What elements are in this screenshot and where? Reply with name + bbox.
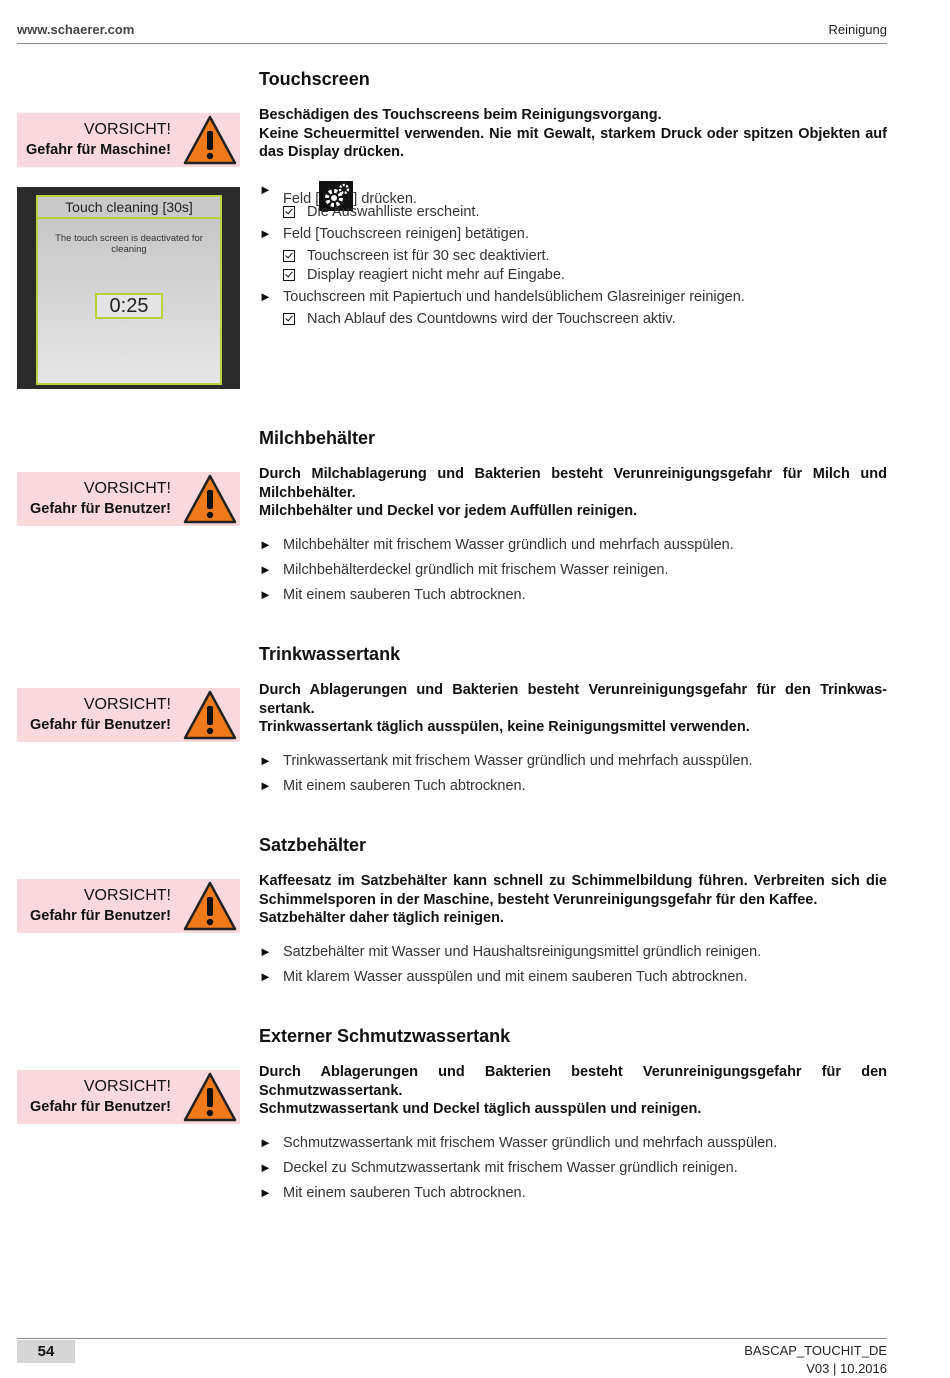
- warning-subtitle: Gefahr für Maschine!: [25, 142, 171, 158]
- warning-triangle-icon: [183, 114, 237, 166]
- checkbox-checked-icon: [283, 206, 295, 218]
- schmutz-steps: [259, 1134, 887, 1209]
- step-text: Satzbehälter mit Wasser und Haushaltsreinigungsmittel gründlich reinigen.: [283, 944, 762, 960]
- step-item: [259, 1184, 887, 1209]
- screen-title: Touch cleaning [30s]: [38, 197, 220, 219]
- warning-subtitle: Gefahr für Benutzer!: [30, 501, 171, 517]
- trink-intro: [259, 681, 887, 737]
- website-url: www.schaerer.com: [17, 22, 135, 37]
- header-divider: [17, 43, 887, 44]
- touch-cleaning-screenshot: [17, 187, 240, 389]
- warning-title: VORSICHT!: [83, 480, 171, 497]
- touchscreen-heading: Touchscreen: [259, 69, 370, 89]
- step-text: Deckel zu Schmutzwassertank mit frischem Wasser gründlich reinigen.: [283, 1160, 738, 1176]
- touchscreen-steps: [259, 181, 887, 332]
- warning-triangle-icon: [183, 1071, 237, 1123]
- step-item: [259, 586, 887, 611]
- warning-title: VORSICHT!: [83, 121, 171, 138]
- warning-subtitle: Gefahr für Benutzer!: [30, 717, 171, 733]
- step-text-suffix: ] drücken.: [353, 191, 417, 207]
- schmutz-heading: Externer Schmutzwassertank: [259, 1026, 511, 1046]
- page-number: 54: [17, 1340, 75, 1363]
- intro-line: Beschädigen des Touchscreens beim Reinigungsvorgang.: [259, 107, 662, 123]
- step-item: [259, 1134, 887, 1159]
- step-text: Mit klarem Wasser ausspülen und mit einem sauberen Tuch abtrocknen.: [283, 969, 748, 985]
- step-text: Milchbehälterdeckel gründlich mit frischem Wasser reinigen.: [283, 562, 669, 578]
- warning-triangle-icon: [183, 880, 237, 932]
- warning-triangle-icon: [183, 473, 237, 525]
- arrow-right-icon: ►: [259, 1135, 272, 1150]
- checkbox-checked-icon: [283, 313, 295, 325]
- step-item: [259, 777, 887, 802]
- intro-line: Kaffeesatz im Satzbehälter kann schnell zu Schimmelbildung führen. Verbreiten sich die Schimmelsporen in der Maschine, besteht Verunreinigungsgefahr für den Kaffee.: [259, 873, 887, 908]
- milch-heading: Milchbehälter: [259, 428, 376, 448]
- step-text: Mit einem sauberen Tuch abtrocknen.: [283, 1185, 526, 1201]
- satz-heading: Satzbehälter: [259, 835, 367, 855]
- touch-cleaning-panel: [36, 195, 222, 385]
- step-item: [259, 536, 887, 561]
- countdown-timer: 0:25: [95, 293, 163, 319]
- intro-line: Keine Scheuermittel verwenden. Nie mit Gewalt, starkem Druck oder spitzen Objekten auf das Display drücken.: [259, 125, 887, 160]
- arrow-right-icon: ►: [259, 1160, 272, 1175]
- step-text: Milchbehälter mit frischem Wasser gründlich und mehrfach ausspülen.: [283, 537, 734, 553]
- arrow-right-icon: ►: [259, 562, 272, 577]
- satz-intro: [259, 872, 887, 928]
- intro-line: Satzbehälter daher täglich reinigen.: [259, 910, 504, 926]
- chapter-title: Reinigung: [828, 22, 887, 37]
- trink-heading: Trinkwassertank: [259, 644, 401, 664]
- arrow-right-icon: ►: [259, 537, 272, 552]
- arrow-right-icon: ►: [259, 778, 272, 793]
- step-text: Mit einem sauberen Tuch abtrocknen.: [283, 778, 526, 794]
- step-item: [259, 968, 887, 993]
- checkbox-checked-icon: [283, 250, 295, 262]
- intro-line: Milchbehälter und Deckel vor jedem Auffüllen reinigen.: [259, 503, 638, 519]
- warning-subtitle: Gefahr für Benutzer!: [30, 908, 171, 924]
- document-version: V03 | 10.2016: [806, 1361, 887, 1376]
- milch-steps: [259, 536, 887, 611]
- arrow-right-icon: ►: [259, 753, 272, 768]
- warning-title: VORSICHT!: [83, 887, 171, 904]
- warning-title: VORSICHT!: [83, 1078, 171, 1095]
- result-item: [259, 310, 887, 332]
- document-code: BASCAP_TOUCHIT_DE: [744, 1343, 887, 1358]
- satz-warning: [17, 879, 240, 933]
- warning-triangle-icon: [183, 689, 237, 741]
- arrow-right-icon: ►: [259, 182, 272, 197]
- trink-warning: [17, 688, 240, 742]
- warning-subtitle: Gefahr für Benutzer!: [30, 1099, 171, 1115]
- result-text: Nach Ablauf des Countdowns wird der Touchscreen aktiv.: [307, 311, 676, 327]
- schmutz-intro: [259, 1063, 887, 1119]
- document-id: [744, 1342, 887, 1378]
- arrow-right-icon: ►: [259, 969, 272, 984]
- intro-line: Durch Ablagerungen und Bakterien besteht Verunreinigungsgefahr für den Trinkwas-sertank.: [259, 682, 887, 717]
- step-text: Schmutzwassertank mit frischem Wasser gründlich und mehrfach ausspülen.: [283, 1135, 778, 1151]
- step-item: [259, 1159, 887, 1184]
- arrow-right-icon: ►: [259, 289, 272, 304]
- milch-intro: [259, 465, 887, 521]
- screen-message: The touch screen is deactivated for cleaning: [55, 233, 203, 255]
- step-item: [259, 561, 887, 586]
- intro-line: Durch Milchablagerung und Bakterien besteht Verunreinigungsgefahr für Milch und Milchbehälter.: [259, 466, 887, 501]
- intro-line: Durch Ablagerungen und Bakterien besteht Verunreinigungsgefahr für den Schmutzwassertank.: [259, 1064, 887, 1099]
- result-text: Touchscreen ist für 30 sec deaktiviert.: [307, 248, 550, 264]
- step-text: Feld [Touchscreen reinigen] betätigen.: [283, 226, 529, 242]
- warning-title: VORSICHT!: [83, 696, 171, 713]
- trink-steps: [259, 752, 887, 802]
- step-item: [259, 752, 887, 777]
- touchscreen-intro: [259, 106, 887, 162]
- arrow-right-icon: ►: [259, 587, 272, 602]
- step-text: Trinkwassertank mit frischem Wasser gründlich und mehrfach ausspülen.: [283, 753, 753, 769]
- schmutz-warning: [17, 1070, 240, 1124]
- checkbox-checked-icon: [283, 269, 295, 281]
- result-text: Die Auswahlliste erscheint.: [307, 204, 480, 220]
- arrow-right-icon: ►: [259, 944, 272, 959]
- step-text-prefix: Feld [: [283, 191, 320, 207]
- arrow-right-icon: ►: [259, 226, 272, 241]
- step-text: Touchscreen mit Papiertuch und handelsüblichem Glasreiniger reinigen.: [283, 289, 745, 305]
- satz-steps: [259, 943, 887, 993]
- intro-line: Trinkwassertank täglich ausspülen, keine Reinigungsmittel verwenden.: [259, 719, 750, 735]
- arrow-right-icon: ►: [259, 1185, 272, 1200]
- step-item: [259, 943, 887, 968]
- result-item: [259, 203, 887, 225]
- touchscreen-warning: [17, 113, 240, 167]
- step-text: Mit einem sauberen Tuch abtrocknen.: [283, 587, 526, 603]
- intro-line: Schmutzwassertank und Deckel täglich ausspülen und reinigen.: [259, 1101, 702, 1117]
- result-item: [259, 266, 887, 288]
- milch-warning: [17, 472, 240, 526]
- result-text: Display reagiert nicht mehr auf Eingabe.: [307, 267, 565, 283]
- footer-divider: [17, 1338, 887, 1339]
